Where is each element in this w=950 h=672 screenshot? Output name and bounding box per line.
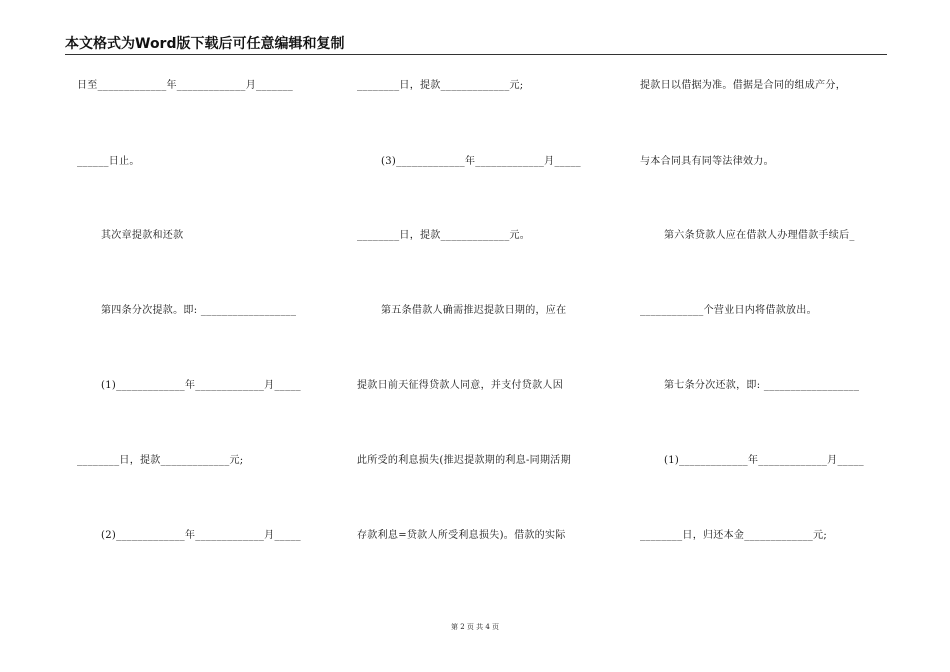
text-line: (2)_____________年_____________月_____ — [101, 530, 301, 541]
text-line: 其次章提款和还款 — [101, 230, 184, 241]
text-line: ________日，提款_____________元; — [357, 80, 524, 91]
text-line: ____________个营业日内将借款放出。 — [640, 305, 817, 316]
page-number: 第 2 页 共 4 页 — [450, 623, 500, 631]
text-line: (1)_____________年_____________月_____ — [664, 455, 864, 466]
text-line: 第五条借款人确需推迟提款日期的，应在 — [381, 305, 567, 316]
text-line: ________日，提款_____________元; — [77, 455, 244, 466]
text-line: 存款利息=贷款人所受利息损失)。借款的实际 — [357, 530, 566, 541]
text-line: 第四条分次提款。即: __________________ — [101, 305, 297, 316]
text-line: 第六条贷款人应在借款人办理借款手续后_ — [664, 230, 855, 241]
text-line: 第七条分次还款，即: __________________ — [664, 380, 860, 391]
header-divider — [65, 54, 887, 55]
text-line: ______日止。 — [77, 156, 140, 167]
document-header-title: 本文格式为Word版下载后可任意编辑和复制 — [65, 36, 345, 52]
text-line: 提款日前天征得贷款人同意，并支付贷款人因 — [357, 380, 563, 391]
text-line: 此所受的利息损失(推迟提款期的利息-同期活期 — [357, 455, 571, 466]
text-line: ________日，归还本金_____________元; — [640, 530, 828, 541]
text-line: ________日，提款_____________元。 — [357, 230, 531, 241]
text-line: (3)_____________年_____________月_____ — [381, 156, 581, 167]
text-line: (1)_____________年_____________月_____ — [101, 380, 301, 391]
text-line: 提款日以借据为准。借据是合同的组成产分， — [640, 80, 846, 91]
text-line: 日至_____________年_____________月_______ — [77, 80, 294, 91]
text-line: 与本合同具有同等法律效力。 — [640, 156, 774, 167]
